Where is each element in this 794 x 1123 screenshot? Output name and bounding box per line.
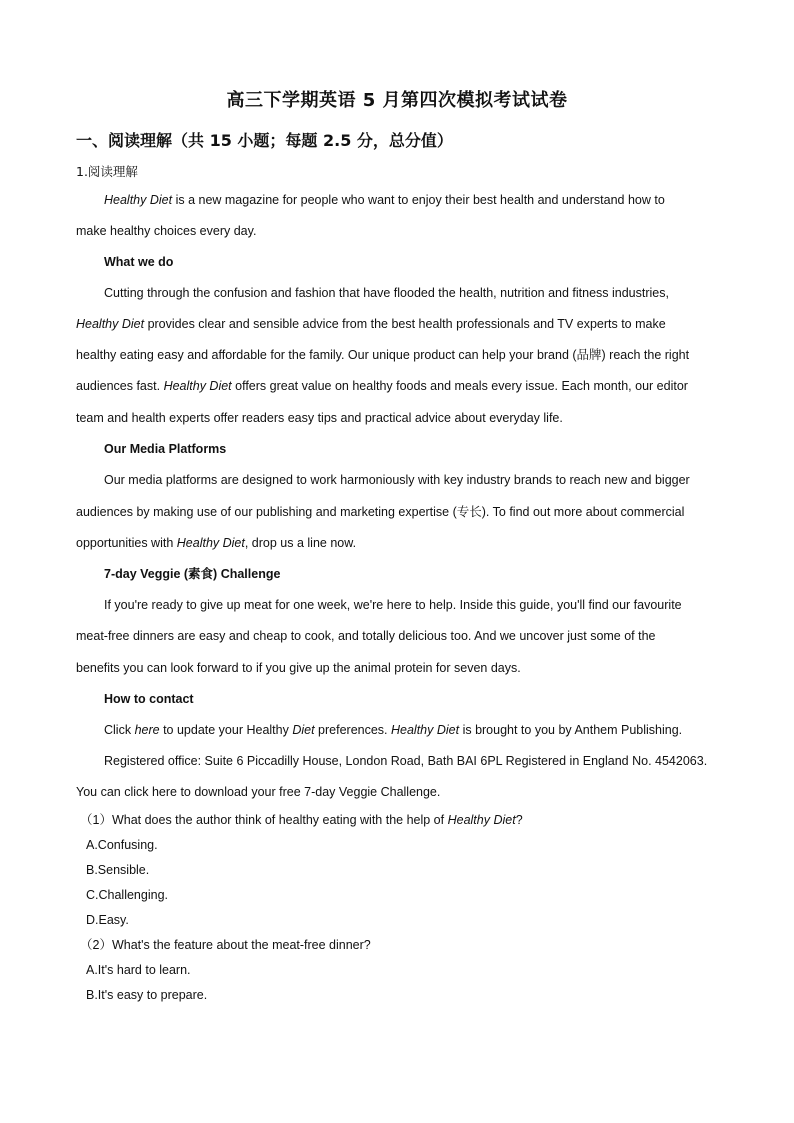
- what-line-2: [76, 316, 666, 332]
- question-2-option-a[interactable]: A.It's hard to learn.: [86, 963, 191, 977]
- intro-line-1: [104, 192, 665, 208]
- what-text: offers great value on healthy foods and meals every issue. Each month, our editor: [231, 379, 688, 393]
- what-line-5: team and health experts offer readers easy tips and practical advice about everyday life.: [76, 411, 563, 425]
- what-line-1: Cutting through the confusion and fashion that have flooded the health, nutrition and fitness industries,: [104, 286, 669, 300]
- office-line-1: Registered office: Suite 6 Piccadilly House, London Road, Bath BAI 6PL Registered in England No. 4542063.: [104, 754, 708, 768]
- here-link[interactable]: here: [134, 723, 160, 737]
- question-2-stem: （2）What's the feature about the meat-free dinner?: [80, 938, 371, 952]
- question-2-option-b[interactable]: B.It's easy to prepare.: [86, 988, 208, 1002]
- what-text: audiences fast.: [76, 379, 164, 393]
- veggie-line-2: meat-free dinners are easy and cheap to cook, and totally delicious too. And we uncover just some of the: [76, 629, 656, 643]
- question-1-option-c[interactable]: C.Challenging.: [86, 888, 168, 902]
- veggie-line-3: benefits you can look forward to if you give up the animal protein for seven days.: [76, 661, 521, 675]
- page-title: 高三下学期英语 5 月第四次模拟考试试卷: [226, 90, 568, 111]
- diet-word: Diet: [292, 723, 315, 737]
- veggie-line-1: If you're ready to give up meat for one week, we're here to help. Inside this guide, you'll find our favourite: [104, 598, 682, 612]
- contact-text: preferences.: [314, 723, 391, 737]
- media-line-2: audiences by making use of our publishing and marketing expertise (专长). To find out more about commercial: [76, 505, 685, 519]
- magazine-name: Healthy Diet: [104, 193, 173, 207]
- media-line-1: Our media platforms are designed to work harmoniously with key industry brands to reach new and bigger: [104, 473, 690, 487]
- what-we-do-heading: What we do: [104, 255, 174, 269]
- what-line-4: [76, 378, 688, 394]
- magazine-name: Healthy Diet: [176, 536, 245, 550]
- question-1-option-d[interactable]: D.Easy.: [86, 913, 129, 927]
- question-text: ?: [515, 813, 523, 827]
- magazine-name: Healthy Diet: [163, 379, 232, 393]
- question-text: （1）What does the author think of healthy eating with the help of: [80, 813, 448, 827]
- magazine-name: Healthy Diet: [391, 723, 460, 737]
- question-1-option-a[interactable]: A.Confusing.: [86, 838, 158, 852]
- magazine-name: Healthy Diet: [447, 813, 516, 827]
- intro-text: is a new magazine for people who want to enjoy their best health and understand how to: [172, 193, 665, 207]
- contact-text: to update your Healthy: [159, 723, 293, 737]
- intro-line-2: make healthy choices every day.: [76, 224, 257, 238]
- office-line-2: You can click here to download your free 7-day Veggie Challenge.: [76, 785, 441, 799]
- contact-text: Click: [104, 723, 135, 737]
- question-number-label: 1.阅读理解: [76, 164, 138, 179]
- contact-line-1: [104, 722, 682, 738]
- what-line-3: healthy eating easy and affordable for the family. Our unique product can help your brand (品牌) reach the right: [76, 348, 690, 362]
- veggie-challenge-heading: 7-day Veggie (素食) Challenge: [104, 567, 281, 581]
- media-text: opportunities with: [76, 536, 177, 550]
- question-1-option-b[interactable]: B.Sensible.: [86, 863, 150, 877]
- question-1-stem: [80, 812, 523, 828]
- magazine-name: Healthy Diet: [76, 317, 145, 331]
- media-text: , drop us a line now.: [244, 536, 357, 550]
- what-text: provides clear and sensible advice from the best health professionals and TV experts to make: [144, 317, 666, 331]
- contact-text: is brought to you by Anthem Publishing.: [459, 723, 683, 737]
- how-to-contact-heading: How to contact: [104, 692, 194, 706]
- media-platforms-heading: Our Media Platforms: [104, 442, 227, 456]
- media-line-3: [76, 535, 356, 551]
- section-heading: 一、阅读理解（共 15 小题；每题 2.5 分，总分值）: [76, 131, 453, 150]
